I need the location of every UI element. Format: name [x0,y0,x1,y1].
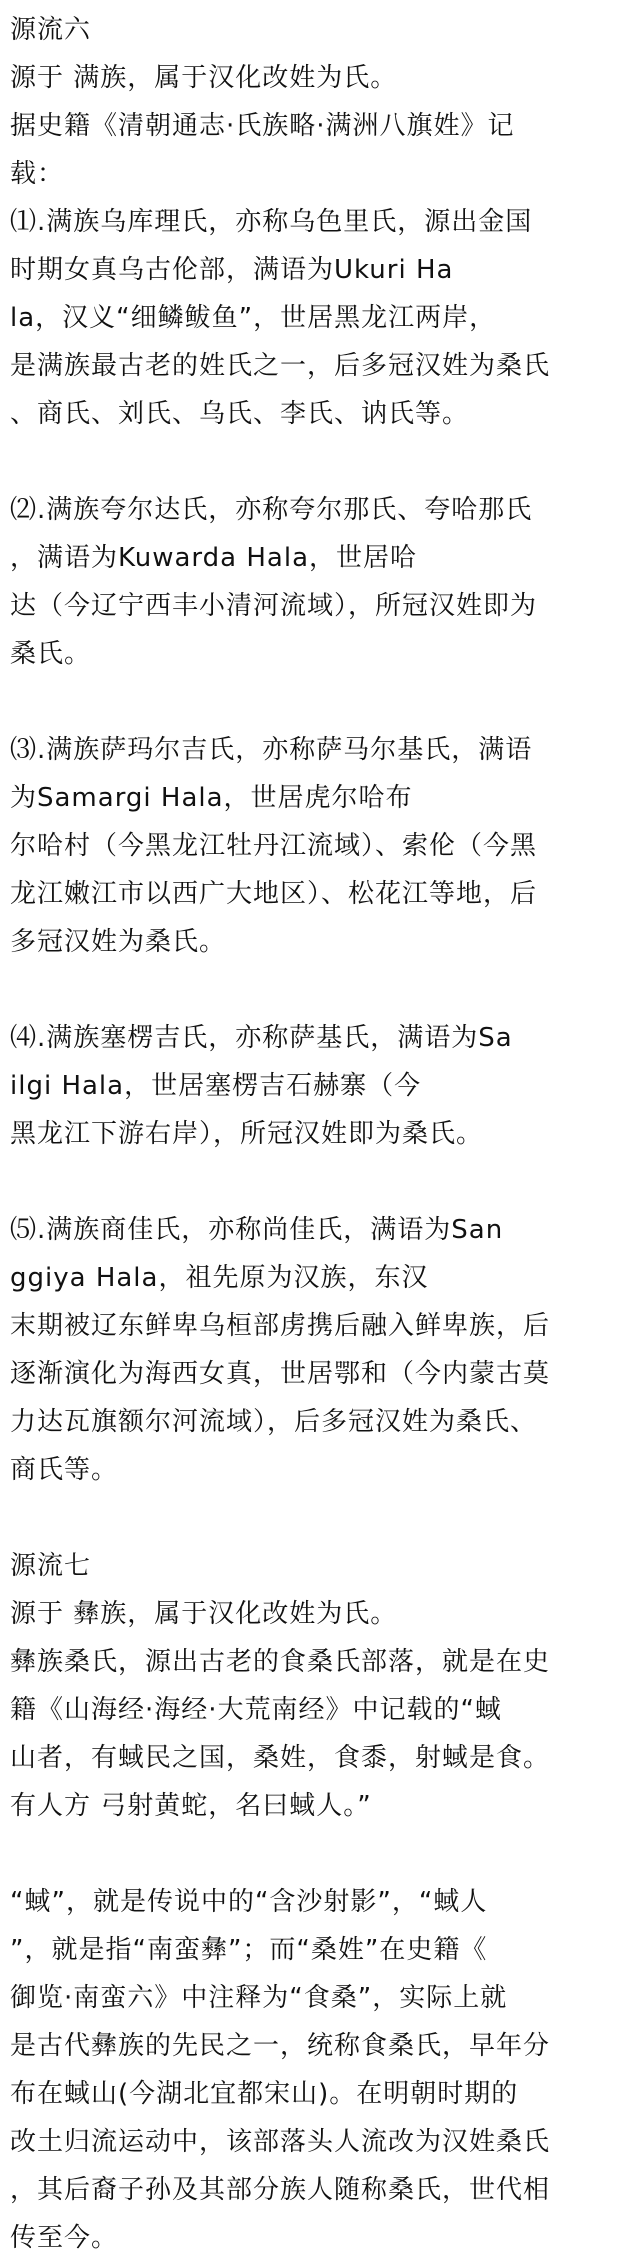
text-line: 是满族最古老的姓氏之一，后多冠汉姓为桑氏 [10,351,551,381]
text-line: ggiya Hala，祖先原为汉族，东汉 [10,1263,429,1293]
text-line: 传至今。 [10,2223,119,2253]
text-line: 布在蜮山(今湖北宜都宋山)。在明朝时期的 [10,2079,519,2109]
text-line: ，满语为Kuwarda Hala，世居哈 [10,543,418,573]
blank-line [10,678,630,726]
text-line: 桑氏。 [10,639,92,669]
text-line: ⑴.满族乌库理氏，亦称乌色里氏，源出金国 [10,207,533,237]
text-line: 龙江嫩江市以西广大地区）、松花江等地，后 [10,879,538,909]
text-line: 源流七 [10,1551,92,1581]
blank-line [10,1158,630,1206]
text-line: 达（今辽宁西丰小清河流域），所冠汉姓即为 [10,591,538,621]
text-line: ⑶.满族萨玛尔吉氏，亦称萨马尔基氏，满语 [10,735,533,765]
text-line: ”，就是指“南蛮彝”；而“桑姓”在史籍《 [10,1935,488,1965]
text-line: la，汉义“细鳞鲅鱼”，世居黑龙江两岸， [10,303,497,333]
text-line: 据史籍《清朝通志·氏族略·满洲八旗姓》记 [10,111,515,141]
text-line: 黑龙江下游右岸），所冠汉姓即为桑氏。 [10,1119,484,1149]
blank-line [10,438,630,486]
text-line: 山者，有蜮民之国，桑姓，食黍，射蜮是食。 [10,1743,551,1773]
text-line: 、商氏、刘氏、乌氏、李氏、讷氏等。 [10,399,470,429]
text-line: 力达瓦旗额尔河流域），后多冠汉姓为桑氏、 [10,1407,538,1437]
text-line: 源于 彝族，属于汉化改姓为氏。 [10,1599,398,1629]
text-line: 籍《山海经·海经·大荒南经》中记载的“蜮 [10,1695,502,1725]
text-line: 商氏等。 [10,1455,119,1485]
text-line: 载： [10,159,65,189]
text-line: 彝族桑氏，源出古老的食桑氏部落，就是在史 [10,1647,551,1677]
text-line: 多冠汉姓为桑氏。 [10,927,227,957]
blank-line [10,1494,630,1542]
text-line: ，其后裔子孙及其部分族人随称桑氏，世代相 [10,2175,551,2205]
text-line: 为Samargi Hala，世居虎尔哈布 [10,783,413,813]
blank-line [10,966,630,1014]
text-line: 是古代彝族的先民之一，统称食桑氏，早年分 [10,2031,551,2061]
text-line: ⑸.满族商佳氏，亦称尚佳氏，满语为San [10,1215,504,1245]
text-line: ⑵.满族夸尔达氏，亦称夸尔那氏、夸哈那氏 [10,495,533,525]
text-line: 末期被辽东鲜卑乌桓部虏携后融入鲜卑族，后 [10,1311,551,1341]
text-line: 时期女真乌古伦部，满语为Ukuri Ha [10,255,454,285]
text-line: ilgi Hala，世居塞楞吉石赫寨（今 [10,1071,422,1101]
text-line: 改土归流运动中，该部落头人流改为汉姓桑氏 [10,2127,551,2157]
text-line: 源于 满族，属于汉化改姓为氏。 [10,63,398,93]
text-line: ⑷.满族塞楞吉氏，亦称萨基氏，满语为Sa [10,1023,513,1053]
text-line: 源流六 [10,15,92,45]
text-line: 逐渐演化为海西女真，世居鄂和（今内蒙古莫 [10,1359,551,1389]
text-line: 有人方 弓射黄蛇，名曰蜮人。” [10,1791,372,1821]
blank-line [10,1830,630,1878]
text-line: 御览·南蛮六》中注释为“食桑”，实际上就 [10,1983,508,2013]
text-line: 尔哈村（今黑龙江牡丹江流域）、索伦（今黑 [10,831,538,861]
text-line: “蜮”，就是传说中的“含沙射影”，“蜮人 [10,1887,488,1917]
